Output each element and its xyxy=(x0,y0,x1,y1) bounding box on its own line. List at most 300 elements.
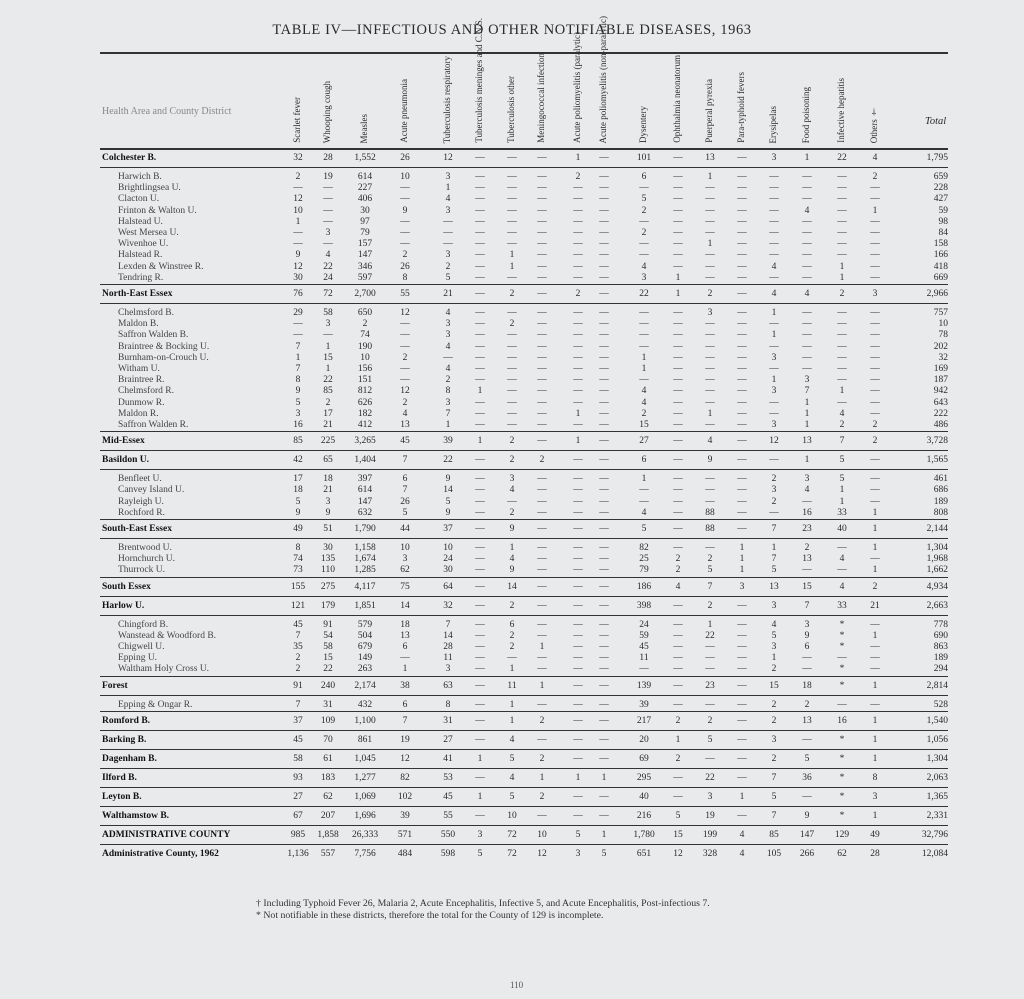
cell-value: 3 xyxy=(445,330,451,341)
cell-value: 10 xyxy=(360,352,370,363)
cell-value: 4 xyxy=(839,581,845,592)
cell-value: — xyxy=(293,228,303,238)
district-name: Barking B. xyxy=(102,734,147,745)
table-row xyxy=(100,272,948,284)
cell-value: 19 xyxy=(705,810,715,821)
cell-value: * xyxy=(839,619,845,630)
cell-value: — xyxy=(870,272,880,283)
cell-value: 4 xyxy=(445,308,451,318)
table-row xyxy=(100,630,948,642)
cell-value: 1 xyxy=(477,386,483,397)
cell-value: 37 xyxy=(443,524,453,534)
cell-value: — xyxy=(537,810,547,821)
cell-value: — xyxy=(870,455,880,466)
cell-value: — xyxy=(737,228,747,238)
table-row xyxy=(100,238,948,250)
cell-value: — xyxy=(537,364,547,374)
cell-value: 3 xyxy=(402,554,408,565)
column-header-text: Food poisoning xyxy=(801,86,812,143)
cell-value: 25 xyxy=(639,554,649,565)
cell-value: 17 xyxy=(293,474,303,485)
row-total: 1,795 xyxy=(926,153,948,163)
table-total-row xyxy=(100,454,948,466)
cell-value: — xyxy=(870,261,880,272)
cell-value: — xyxy=(837,250,847,261)
district-name: Brightlingsea U. xyxy=(118,183,181,194)
cell-value: 7 xyxy=(445,408,451,419)
cell-value: 1 xyxy=(601,829,607,840)
cell-value: — xyxy=(639,308,649,318)
cell-value: — xyxy=(475,485,485,496)
cell-value: — xyxy=(475,194,485,205)
cell-value: — xyxy=(870,228,880,238)
cell-value: — xyxy=(507,239,517,250)
table-row xyxy=(100,496,948,508)
cell-value: 6 xyxy=(402,474,408,485)
row-total: 942 xyxy=(933,386,948,397)
district-name: Waltham Holy Cross U. xyxy=(118,664,210,675)
cell-value: — xyxy=(537,496,547,507)
table-total-row xyxy=(100,523,948,535)
cell-value: 398 xyxy=(636,600,652,611)
cell-value: — xyxy=(705,330,715,341)
cell-value: 3 xyxy=(445,664,451,675)
cell-value: — xyxy=(705,272,715,283)
cell-value: — xyxy=(639,496,649,507)
cell-value: — xyxy=(737,364,747,374)
cell-value: — xyxy=(537,272,547,283)
cell-value: 1 xyxy=(839,485,845,496)
cell-value: — xyxy=(573,364,583,374)
cell-value: — xyxy=(837,397,847,408)
cell-value: 2 xyxy=(295,172,301,182)
cell-value: — xyxy=(573,341,583,352)
cell-value: 651 xyxy=(636,848,652,859)
cell-value: 72 xyxy=(323,289,333,299)
cell-value: — xyxy=(673,352,683,363)
cell-value: — xyxy=(599,319,609,330)
cell-value: 40 xyxy=(639,791,649,802)
cell-value: — xyxy=(573,319,583,330)
cell-value: 67 xyxy=(293,810,303,821)
cell-value: 22 xyxy=(837,153,847,163)
cell-value: 2 xyxy=(839,289,845,299)
cell-value: — xyxy=(802,239,812,250)
table-row xyxy=(100,699,948,711)
cell-value: 8 xyxy=(295,375,301,386)
cell-value: — xyxy=(673,772,683,783)
cell-value: 61 xyxy=(323,753,333,764)
cell-value: 3 xyxy=(739,581,745,592)
row-total: 461 xyxy=(933,474,948,485)
district-name: Halstead R. xyxy=(118,250,163,261)
cell-value: — xyxy=(599,474,609,485)
cell-value: 1 xyxy=(839,272,845,283)
cell-value: 5 xyxy=(771,791,777,802)
cell-value: — xyxy=(537,352,547,363)
district-name: Maldon B. xyxy=(118,319,159,330)
cell-value: 26,333 xyxy=(351,829,379,840)
cell-value: 4 xyxy=(675,581,681,592)
cell-value: — xyxy=(475,341,485,352)
cell-value: — xyxy=(537,250,547,261)
cell-value: — xyxy=(507,272,517,283)
cell-value: 2 xyxy=(804,699,810,710)
row-total: 863 xyxy=(933,642,948,652)
cell-value: — xyxy=(599,715,609,726)
table-row xyxy=(100,363,948,375)
column-header-label xyxy=(766,57,782,143)
cell-value: — xyxy=(573,653,583,664)
cell-value: — xyxy=(537,581,547,592)
cell-value: 109 xyxy=(320,715,336,726)
cell-value: 12 xyxy=(443,153,453,163)
cell-value: 2 xyxy=(771,715,777,726)
cell-value: 1 xyxy=(477,436,483,447)
cell-value: 22 xyxy=(323,664,333,675)
cell-value: 7 xyxy=(771,554,777,565)
cell-value: 7 xyxy=(402,715,408,726)
cell-value: 9 xyxy=(707,455,713,466)
cell-value: 79 xyxy=(639,565,649,576)
cell-value: — xyxy=(837,543,847,553)
cell-value: — xyxy=(475,397,485,408)
cell-value: 2 xyxy=(445,261,451,272)
column-header-text: Acute poliomyelitis (non-paralytic) xyxy=(598,15,609,143)
cell-value: 3 xyxy=(771,386,777,397)
cell-value: — xyxy=(769,408,779,419)
cell-value: — xyxy=(507,420,517,430)
cell-value: — xyxy=(769,319,779,330)
cell-value: — xyxy=(769,364,779,374)
cell-value: 3 xyxy=(872,791,878,802)
cell-value: 6 xyxy=(804,642,810,652)
cell-value: — xyxy=(673,455,683,466)
cell-value: — xyxy=(802,653,812,664)
cell-value: — xyxy=(599,485,609,496)
table-row xyxy=(100,307,948,319)
cell-value: — xyxy=(639,216,649,227)
cell-value: 346 xyxy=(357,261,373,272)
cell-value: 1,100 xyxy=(354,715,376,726)
cell-value: — xyxy=(507,364,517,374)
table-row xyxy=(100,329,948,341)
cell-value: — xyxy=(475,319,485,330)
cell-value: — xyxy=(705,386,715,397)
cell-value: 4 xyxy=(402,408,408,419)
cell-value: 1 xyxy=(872,734,878,745)
column-header-label xyxy=(320,57,336,143)
cell-value: 30 xyxy=(323,543,333,553)
cell-value: — xyxy=(475,642,485,652)
cell-value: — xyxy=(737,386,747,397)
cell-value: — xyxy=(737,172,747,182)
cell-value: 1 xyxy=(707,619,713,630)
cell-value: 21 xyxy=(443,289,453,299)
cell-value: 6 xyxy=(402,642,408,652)
table-row xyxy=(100,171,948,183)
cell-value: 12 xyxy=(293,261,303,272)
cell-value: — xyxy=(507,194,517,205)
cell-value: — xyxy=(802,228,812,238)
row-total: 757 xyxy=(933,308,948,318)
cell-value: 1 xyxy=(325,341,331,352)
cell-value: — xyxy=(573,250,583,261)
column-header-label xyxy=(440,57,456,143)
cell-value: 55 xyxy=(400,289,410,299)
cell-value: 5 xyxy=(445,496,451,507)
cell-value: 3 xyxy=(804,474,810,485)
cell-value: 2 xyxy=(707,289,713,299)
cell-value: — xyxy=(599,507,609,518)
cell-value: — xyxy=(639,485,649,496)
cell-value: — xyxy=(802,172,812,182)
cell-value: — xyxy=(537,630,547,641)
cell-value: — xyxy=(573,183,583,194)
cell-value: 1 xyxy=(575,436,581,447)
row-total: 228 xyxy=(933,183,948,194)
cell-value: — xyxy=(475,352,485,363)
district-name: Canvey Island U. xyxy=(118,485,185,496)
cell-value: — xyxy=(573,507,583,518)
cell-value: 1 xyxy=(509,699,515,710)
cell-value: 2 xyxy=(402,352,408,363)
cell-value: 5 xyxy=(402,507,408,518)
cell-value: — xyxy=(323,239,333,250)
district-name: Harlow U. xyxy=(102,600,145,611)
row-total: 10 xyxy=(938,319,948,330)
row-total: 418 xyxy=(933,261,948,272)
cell-value: — xyxy=(673,319,683,330)
cell-value: — xyxy=(673,642,683,652)
cell-value: — xyxy=(400,319,410,330)
cell-value: 2 xyxy=(362,319,368,330)
cell-value: — xyxy=(802,216,812,227)
cell-value: 91 xyxy=(293,680,303,691)
cell-value: 82 xyxy=(400,772,410,783)
cell-value: — xyxy=(737,772,747,783)
cell-value: 42 xyxy=(293,455,303,466)
cell-value: — xyxy=(737,205,747,216)
cell-value: 397 xyxy=(357,474,373,485)
cell-value: — xyxy=(323,330,333,341)
cell-value: 13 xyxy=(802,554,812,565)
cell-value: 5 xyxy=(295,397,301,408)
cell-value: — xyxy=(475,581,485,592)
cell-value: — xyxy=(599,642,609,652)
cell-value: 207 xyxy=(320,810,336,821)
cell-value: — xyxy=(870,664,880,675)
row-total: 1,540 xyxy=(926,715,948,726)
cell-value: 17 xyxy=(323,408,333,419)
cell-value: 4 xyxy=(804,205,810,216)
cell-value: 82 xyxy=(639,543,649,553)
cell-value: 5 xyxy=(445,272,451,283)
district-header: Health Area and County District xyxy=(102,106,232,117)
row-total: 32 xyxy=(938,352,948,363)
cell-value: 1 xyxy=(872,543,878,553)
cell-value: — xyxy=(673,375,683,386)
cell-value: — xyxy=(475,734,485,745)
cell-value: 1 xyxy=(839,496,845,507)
cell-value: — xyxy=(599,364,609,374)
cell-value: — xyxy=(639,183,649,194)
cell-value: — xyxy=(599,397,609,408)
row-total: 1,304 xyxy=(926,753,948,764)
row-total: 528 xyxy=(933,699,948,710)
cell-value: 1 xyxy=(509,543,515,553)
cell-value: — xyxy=(737,524,747,534)
cell-value: 3 xyxy=(509,474,515,485)
district-name: Chelmsford R. xyxy=(118,386,174,397)
page-number: 110 xyxy=(510,980,524,990)
cell-value: 91 xyxy=(323,619,333,630)
cell-value: 9 xyxy=(804,630,810,641)
cell-value: — xyxy=(573,642,583,652)
cell-value: 74 xyxy=(360,330,370,341)
cell-value: — xyxy=(507,183,517,194)
cell-value: — xyxy=(705,420,715,430)
cell-value: 101 xyxy=(636,153,652,163)
cell-value: 9 xyxy=(804,810,810,821)
table-total-row xyxy=(100,581,948,593)
cell-value: — xyxy=(293,330,303,341)
cell-value: 12 xyxy=(400,308,410,318)
cell-value: — xyxy=(537,172,547,182)
district-name: Dagenham B. xyxy=(102,753,157,764)
cell-value: 179 xyxy=(320,600,336,611)
cell-value: 5 xyxy=(509,791,515,802)
cell-value: — xyxy=(599,308,609,318)
cell-value: — xyxy=(573,753,583,764)
cell-value: 2 xyxy=(641,205,647,216)
cell-value: — xyxy=(475,653,485,664)
cell-value: — xyxy=(870,653,880,664)
cell-value: 7 xyxy=(402,455,408,466)
cell-value: — xyxy=(673,153,683,163)
cell-value: — xyxy=(573,239,583,250)
cell-value: 14 xyxy=(443,630,453,641)
cell-value: — xyxy=(475,205,485,216)
cell-value: — xyxy=(837,216,847,227)
cell-value: 1 xyxy=(872,524,878,534)
cell-value: — xyxy=(673,680,683,691)
cell-value: 5 xyxy=(839,474,845,485)
cell-value: — xyxy=(475,715,485,726)
cell-value: — xyxy=(599,386,609,397)
cell-value: 4 xyxy=(804,289,810,299)
cell-value: — xyxy=(673,261,683,272)
row-total: 1,968 xyxy=(926,554,948,565)
cell-value: — xyxy=(293,319,303,330)
cell-value: — xyxy=(673,341,683,352)
cell-value: 28 xyxy=(443,642,453,652)
table-total-row xyxy=(100,848,948,860)
cell-value: — xyxy=(737,810,747,821)
cell-value: — xyxy=(870,375,880,386)
cell-value: 151 xyxy=(357,375,373,386)
cell-value: 79 xyxy=(360,228,370,238)
cell-value: — xyxy=(673,386,683,397)
cell-value: — xyxy=(507,330,517,341)
row-total: 187 xyxy=(933,375,948,386)
cell-value: 1 xyxy=(675,289,681,299)
row-total: 1,662 xyxy=(926,565,948,576)
cell-value: 1,277 xyxy=(354,772,376,783)
cell-value: 5 xyxy=(707,734,713,745)
cell-value: 1 xyxy=(325,364,331,374)
district-name: Braintree R. xyxy=(118,375,165,386)
cell-value: — xyxy=(870,397,880,408)
cell-value: 7 xyxy=(771,772,777,783)
total-header: Total xyxy=(925,116,947,127)
cell-value: 1 xyxy=(601,772,607,783)
district-name: Saffron Walden R. xyxy=(118,420,189,430)
cell-value: 2 xyxy=(707,600,713,611)
cell-value: — xyxy=(673,228,683,238)
cell-value: — xyxy=(673,543,683,553)
cell-value: — xyxy=(573,554,583,565)
cell-value: — xyxy=(639,341,649,352)
cell-value: — xyxy=(507,205,517,216)
cell-value: — xyxy=(537,386,547,397)
cell-value: 4 xyxy=(509,554,515,565)
cell-value: 39 xyxy=(639,699,649,710)
district-name: South Essex xyxy=(102,581,151,592)
cell-value: — xyxy=(673,619,683,630)
cell-value: 14 xyxy=(443,485,453,496)
table-total-row xyxy=(100,829,948,841)
cell-value: — xyxy=(599,455,609,466)
cell-value: 1 xyxy=(771,543,777,553)
cell-value: 31 xyxy=(323,699,333,710)
cell-value: 2 xyxy=(539,791,545,802)
cell-value: 6 xyxy=(641,455,647,466)
table-total-row xyxy=(100,734,948,746)
row-total: 690 xyxy=(933,630,948,641)
cell-value: 58 xyxy=(293,753,303,764)
cell-value: 26 xyxy=(400,153,410,163)
cell-value: 26 xyxy=(400,261,410,272)
column-header-text: Ophthalmia neonatorum xyxy=(672,55,683,143)
row-total: 84 xyxy=(938,228,948,238)
cell-value: — xyxy=(599,216,609,227)
district-name: Administrative County, 1962 xyxy=(102,848,219,859)
cell-value: — xyxy=(599,734,609,745)
cell-value: 16 xyxy=(293,420,303,430)
column-header-label xyxy=(734,57,750,143)
cell-value: 15 xyxy=(673,829,683,840)
cell-value: 85 xyxy=(323,386,333,397)
cell-value: — xyxy=(293,183,303,194)
cell-value: — xyxy=(537,153,547,163)
cell-value: 24 xyxy=(443,554,453,565)
cell-value: 4 xyxy=(445,364,451,374)
cell-value: 10 xyxy=(293,205,303,216)
cell-value: — xyxy=(443,228,453,238)
cell-value: 64 xyxy=(443,581,453,592)
cell-value: 22 xyxy=(639,289,649,299)
cell-value: 3 xyxy=(445,250,451,261)
cell-value: — xyxy=(537,600,547,611)
row-divider xyxy=(100,167,948,168)
table-total-row xyxy=(100,715,948,727)
district-name: Brentwood U. xyxy=(118,543,172,553)
header-top-rule xyxy=(100,52,948,54)
cell-value: — xyxy=(737,680,747,691)
cell-value: 2 xyxy=(509,642,515,652)
cell-value: — xyxy=(475,554,485,565)
